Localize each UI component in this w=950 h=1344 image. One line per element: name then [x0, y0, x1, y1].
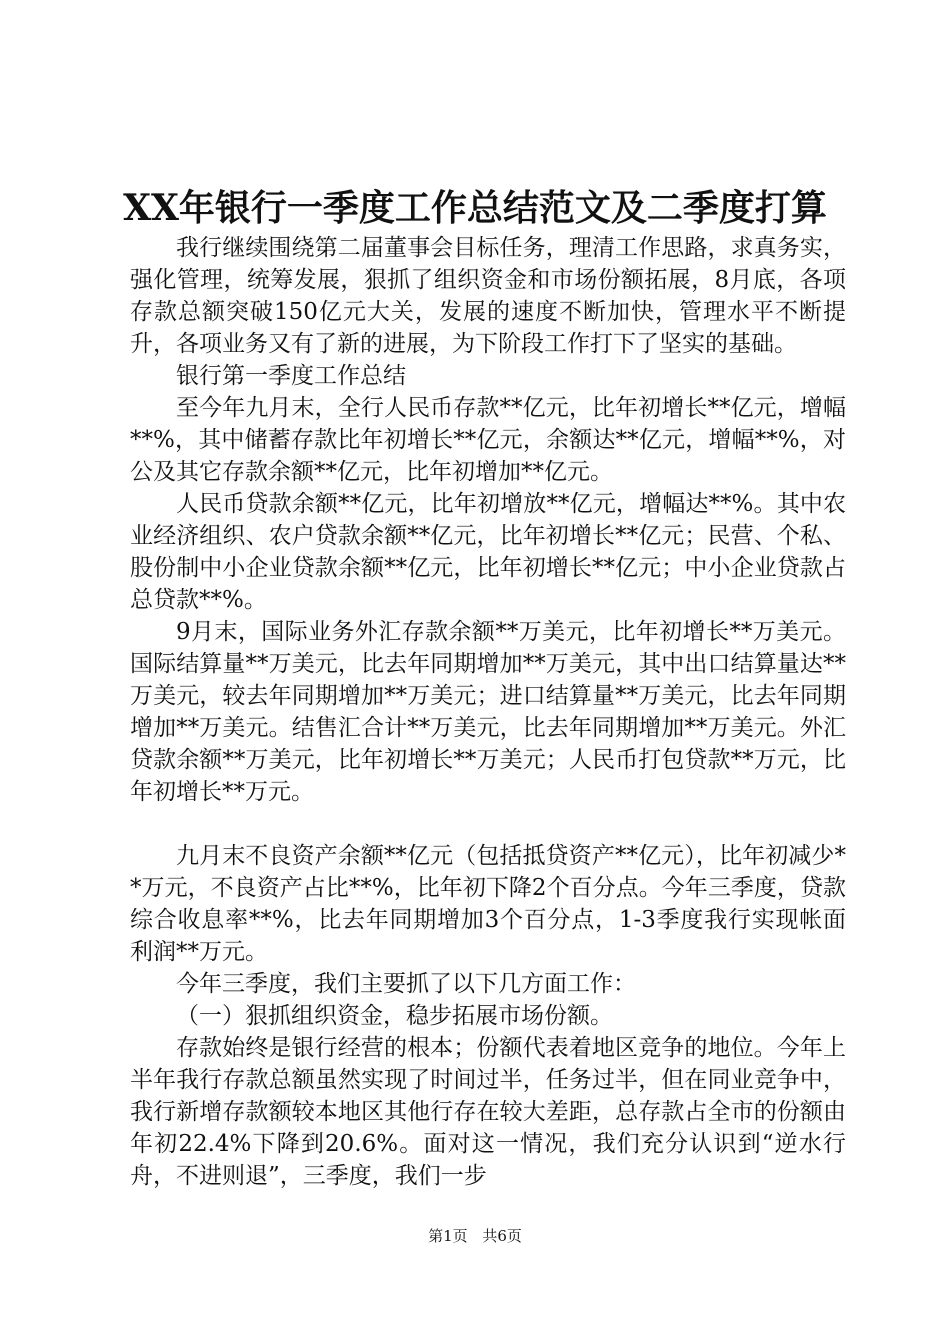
document-body	[130, 232, 846, 1192]
paragraph-work-intro: 今年三季度，我们主要抓了以下几方面工作：	[176, 971, 636, 997]
page-total: 共6页	[482, 1227, 522, 1245]
paragraph-subheading-1: （一）狠抓组织资金，稳步拓展市场份额。	[176, 1003, 613, 1029]
paragraph-section-heading: 银行第一季度工作总结	[176, 363, 406, 389]
page-number: 第1页	[428, 1227, 468, 1245]
paragraph-international: 9月末，国际业务外汇存款余额**万美元，比年初增长**万美元。国际结算量**万美元，比去年同期增加**万美元，其中出口结算量达**万美元，较去年同期增加**万美元；进口结算量**万美元，比去年同期增加**万美元。结售汇合计**万美元，比去年同期增加**万美元。外汇贷款余额**万美元，比年初增长**万美元；人民币打包贷款**万元，比年初增长**万元。	[130, 619, 846, 805]
page-footer	[0, 1226, 950, 1246]
paragraph-deposit-market: 存款始终是银行经营的根本；份额代表着地区竞争的地位。今年上半年我行存款总额虽然实现了时间过半，任务过半，但在同业竞争中，我行新增存款额较本地区其他行存在较大差距，总存款占全市的份额由年初22.4%下降到20.6%。面对这一情况，我们充分认识到“逆水行舟，不进则退”，三季度，我们一步	[130, 1035, 846, 1189]
paragraph-loans: 人民币贷款余额**亿元，比年初增放**亿元，增幅达**%。其中农业经济组织、农户贷款余额**亿元，比年初增长**亿元；民营、个私、股份制中小企业贷款余额**亿元，比年初增长**亿元；中小企业贷款占总贷款**%。	[130, 491, 846, 613]
blank-line	[130, 808, 846, 840]
paragraph-deposits: 至今年九月末，全行人民币存款**亿元，比年初增长**亿元，增幅**%，其中储蓄存款比年初增长**亿元，余额达**亿元，增幅**%，对公及其它存款余额**亿元，比年初增加**亿元。	[130, 395, 846, 485]
paragraph-bad-assets: 九月末不良资产余额**亿元（包括抵贷资产**亿元），比年初减少**万元，不良资产占比**%，比年初下降2个百分点。今年三季度，贷款综合收息率**%，比去年同期增加3个百分点，1-3季度我行实现帐面利润**万元。	[130, 843, 846, 965]
document-title: XX年银行一季度工作总结范文及二季度打算	[123, 187, 827, 229]
paragraph-intro: 我行继续围绕第二届董事会目标任务，理清工作思路，求真务实，强化管理，统筹发展，狠抓了组织资金和市场份额拓展，8月底，各项存款总额突破150亿元大关，发展的速度不断加快，管理水平不断提升，各项业务又有了新的进展，为下阶段工作打下了坚实的基础。	[130, 235, 846, 357]
